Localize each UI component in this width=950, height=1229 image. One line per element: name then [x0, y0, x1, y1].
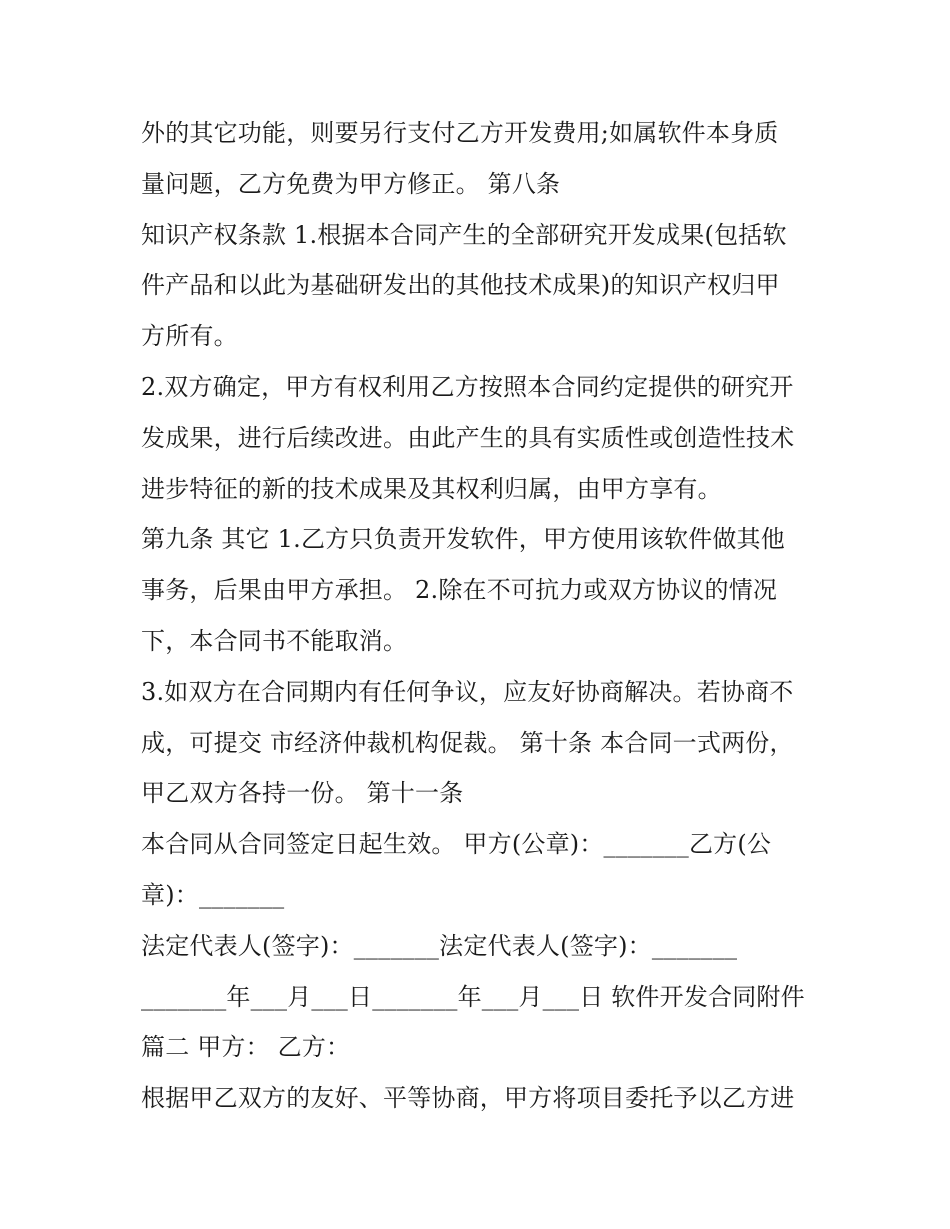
text-line: 下，本合同书不能取消。: [141, 626, 408, 655]
text-line: 知识产权条款 1.根据本合同产生的全部研究开发成果(包括软: [141, 220, 787, 249]
text-line: 量问题，乙方免费为甲方修正。 第八条: [141, 169, 561, 198]
text-line: 进步特征的新的技术成果及其权利归属，由甲方享有。: [141, 474, 722, 503]
text-line: 2.双方确定，甲方有权利用乙方按照本合同约定提供的研究开: [141, 372, 794, 401]
text-line: 成，可提交 市经济仲裁机构促裁。 第十条 本合同一式两份，: [141, 728, 794, 757]
text-line: 法定代表人(签字)：_______法定代表人(签字)：_______: [141, 931, 738, 960]
text-line: _______年___月___日_______年___月___日 软件开发合同附件: [141, 982, 805, 1011]
text-line: 方所有。: [141, 322, 238, 351]
text-line: 根据甲乙双方的友好、平等协商，甲方将项目委托予以乙方进: [141, 1084, 795, 1113]
text-line: 发成果，进行后续改进。由此产生的具有实质性或创造性技术: [141, 423, 795, 452]
text-line: 章)：_______: [141, 880, 285, 909]
text-line: 3.如双方在合同期内有任何争议，应友好协商解决。若协商不: [141, 677, 794, 706]
text-line: 事务，后果由甲方承担。 2.除在不可抗力或双方协议的情况: [141, 576, 778, 605]
text-line: 篇二 甲方： 乙方：: [141, 1033, 351, 1062]
contract-text: [141, 108, 821, 1124]
text-line: 甲乙双方各持一份。 第十一条: [141, 779, 464, 808]
text-line: 第九条 其它 1.乙方只负责开发软件，甲方使用该软件做其他: [141, 525, 785, 554]
text-line: 外的其它功能，则要另行支付乙方开发费用;如属软件本身质: [141, 119, 779, 147]
text-line: 本合同从合同签定日起生效。 甲方(公章)：_______乙方(公: [141, 830, 772, 859]
text-line: 件产品和以此为基础研发出的其他技术成果)的知识产权归甲: [141, 271, 780, 300]
